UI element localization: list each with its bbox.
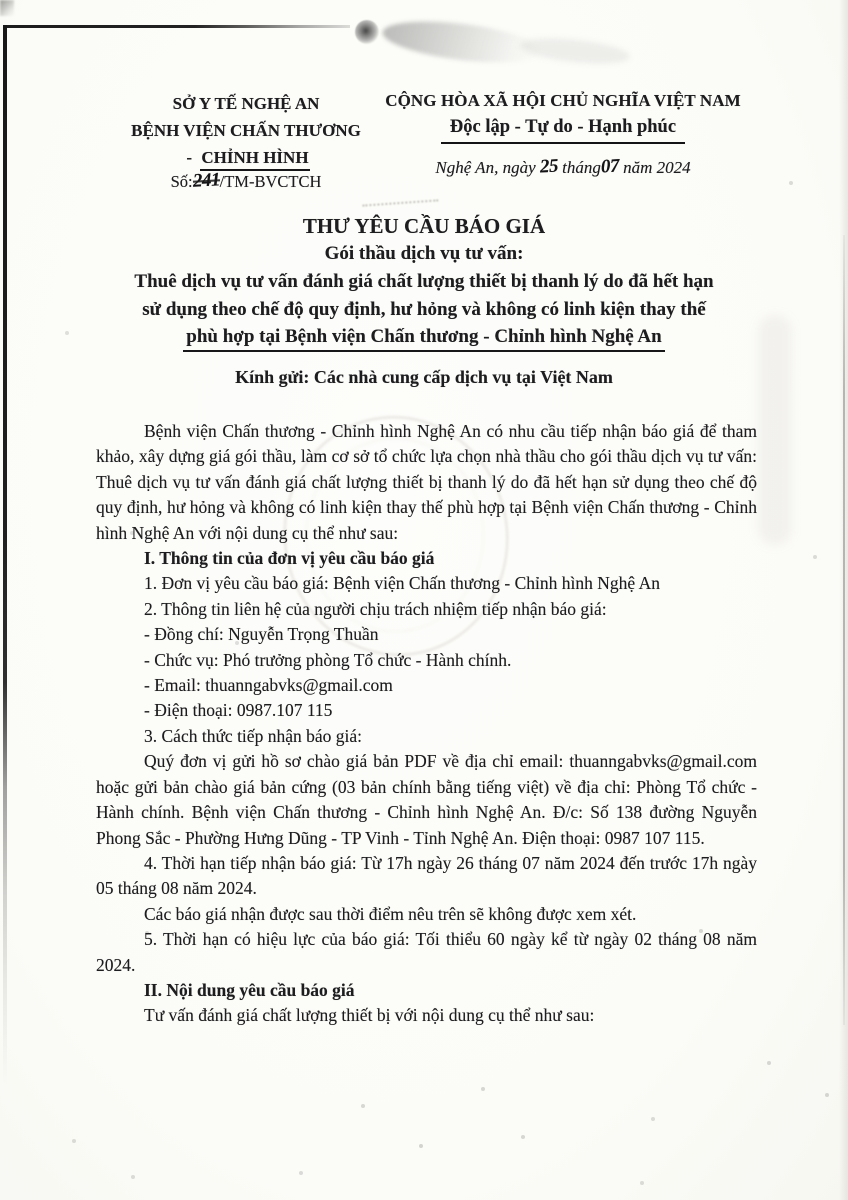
salutation-line: Kính gửi: Các nhà cung cấp dịch vụ tại Việt Nam — [235, 367, 613, 387]
section1-item1: 1. Đơn vị yêu cầu báo giá: Bệnh viện Chấn thương - Chỉnh hình Nghệ An — [144, 573, 660, 594]
document-title: THƯ YÊU CẦU BÁO GIÁ — [302, 214, 546, 238]
handwritten-month: 07 — [600, 155, 620, 178]
scan-top-edge-line — [4, 25, 350, 28]
scan-smudge-tail — [519, 34, 631, 67]
document-number — [98, 168, 394, 195]
date-month-label: tháng — [557, 158, 601, 177]
section1-heading: I. Thông tin của đơn vị yêu cầu báo giá — [144, 548, 435, 569]
scan-right-edge-line — [843, 235, 845, 1025]
section1-item2: 2. Thông tin liên hệ của người chịu trách nhiệm tiếp nhận báo giá: — [144, 598, 607, 619]
handwritten-day: 25 — [539, 155, 559, 178]
org-department: SỞ Y TẾ NGHỆ AN — [172, 94, 320, 113]
org-hospital-line1: BỆNH VIỆN CHẤN THƯƠNG — [131, 121, 361, 140]
contact-name-line: - Đồng chí: Nguyễn Trọng Thuần — [144, 624, 379, 645]
handwritten-document-number: 241 — [192, 169, 221, 192]
section1-item5: 5. Thời hạn có hiệu lực của báo giá: Tối thiểu 60 ngày kể từ ngày 02 tháng 08 năm 2024. — [96, 929, 757, 975]
place-date-line — [366, 157, 760, 179]
package-name-line3: phù hợp tại Bệnh viện Chấn thương - Chỉnh hình Nghệ An — [183, 325, 664, 352]
late-quote-note: Các báo giá nhận được sau thời điểm nêu trên sẽ không được xem xét. — [144, 903, 637, 924]
org-hospital-line2-underlined: CHỈNH HÌNH — [200, 146, 309, 171]
section1-item4: 4. Thời hạn tiếp nhận báo giá: Từ 17h ngày 26 tháng 07 năm 2024 đến trước 17h ngày 05 tháng 08 năm 2024. — [96, 852, 757, 899]
contact-email-line: - Email: thuanngabvks@gmail.com — [144, 675, 393, 696]
paper-right-shade — [839, 0, 848, 1200]
scan-left-edge-line — [3, 25, 7, 1085]
delivery-paragraph: Quý đơn vị gửi hồ sơ chào giá bản PDF về địa chỉ email: thuanngabvks@gmail.com hoặc gửi bản chào giá bản cứng (03 bản chính bằng tiếng việt) về địa chỉ: Phòng Tổ chức - Hành chính. Bệnh viện Chấn thương - Chỉnh hình Nghệ An. Đ/c: Số 138 đường Nguyễn Phong Sắc - Phường Hưng Dũng - TP Vinh - Tỉnh Nghệ An. Điện thoại: 0987 107 115. — [96, 751, 757, 848]
date-year-suffix: năm 2024 — [618, 158, 691, 177]
contact-phone-line: - Điện thoại: 0987.107 115 — [144, 700, 333, 721]
section2-lead: Tư vấn đánh giá chất lượng thiết bị với nội dung cụ thể như sau: — [144, 1005, 595, 1026]
package-label: Gói thầu dịch vụ tư vấn: — [324, 243, 524, 264]
national-title: CỘNG HÒA XÃ HỘI CHỦ NGHĨA VIỆT NAM — [385, 91, 741, 110]
paper-noise-specks — [0, 0, 2, 2]
national-header-block — [366, 90, 760, 179]
org-hospital-line2 — [98, 144, 394, 171]
issuing-org-block — [98, 90, 394, 195]
org-hospital-line2-prefix: - — [186, 148, 197, 167]
document-body — [96, 419, 757, 1029]
section2-heading: II. Nội dung yêu cầu báo giá — [144, 979, 355, 1000]
intro-paragraph: Bệnh viện Chấn thương - Chỉnh hình Nghệ An có nhu cầu tiếp nhận báo giá để tham khảo, xây dựng giá gói thầu, làm cơ sở tổ chức lựa chọn nhà thầu cho gói thầu dịch vụ tư vấn: Thuê dịch vụ tư vấn đánh giá chất lượng thiết bị thanh lý do đã hết hạn sử dụng theo chế độ quy định, hư hỏng và không có linh kiện thay thế phù hợp tại Bệnh viện Chấn thương - Chỉnh hình Nghệ An với nội dung cụ thể như sau: — [96, 421, 757, 543]
package-name-line2: sử dụng theo chế độ quy định, hư hỏng và không có linh kiện thay thế — [142, 298, 706, 320]
date-prefix: Nghệ An, ngày — [435, 158, 540, 177]
section1-item3: 3. Cách thức tiếp nhận báo giá: — [144, 725, 362, 746]
national-motto: Độc lập - Tự do - Hạnh phúc — [441, 115, 685, 144]
package-name-line3-row — [0, 323, 848, 352]
national-motto-row — [366, 112, 760, 144]
package-name-line1: Thuê dịch vụ tư vấn đánh giá chất lượng thiết bị thanh lý do đã hết hạn — [134, 271, 714, 292]
contact-title-line: - Chức vụ: Phó trưởng phòng Tổ chức - Hành chính. — [144, 649, 512, 670]
scan-smudge — [380, 14, 543, 69]
scan-corner-mark — [0, 0, 14, 16]
document-number-prefix: Số: — [170, 172, 193, 191]
document-title-block — [0, 212, 848, 352]
document-number-suffix: /TM-BVCTCH — [219, 172, 322, 191]
scan-ink-blob — [355, 20, 379, 44]
